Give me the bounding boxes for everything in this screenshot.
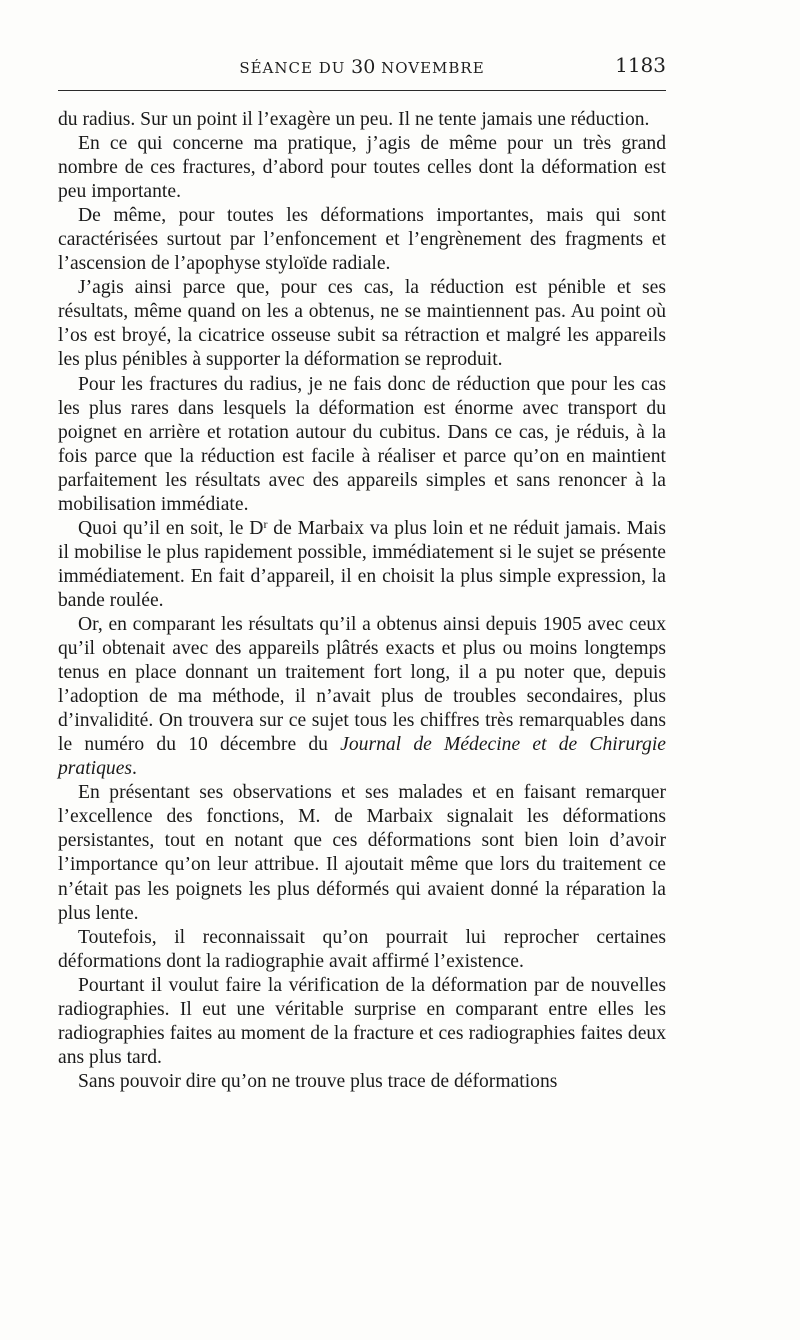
paragraph-10: Pourtant il voulut faire la vérification de la déformation par de nouvelles radiographies. Il eut une véritable surprise en comparant entre elles les radiographies faites au moment de la fracture et ces radiographies faites deux ans plus tard.	[58, 974, 666, 1068]
running-title	[58, 56, 666, 78]
paragraph-6-start: Quoi qu’il en soit, le D	[78, 517, 264, 539]
doctor-superscript: r	[263, 516, 268, 531]
paragraph-7	[58, 613, 666, 781]
paragraph-3: De même, pour toutes les déformations importantes, mais qui sont caractérisées surtout par l’enfoncement et l’engrènement des fragments et l’ascension de l’apophyse styloïde radiale.	[58, 205, 666, 275]
running-title-prefix: SÉANCE DU	[239, 59, 352, 77]
paragraph-11: Sans pouvoir dire qu’on ne trouve plus trace de déformations	[78, 1070, 558, 1092]
paragraph-5: Pour les fractures du radius, je ne fais donc de réduction que pour les cas les plus rares dans lesquels la déformation est énorme avec transport du poignet en arrière et rotation autour du cubitus. Dans ce cas, je réduis, à la fois parce que la réduction est facile à réaliser et parce qu’on en maintient parfaitement les résultats avec des appareils simples et sans renoncer à la mobilisation immédiate.	[58, 373, 666, 515]
journal-title: Journal de Médecine et de Chirurgie pratiques	[58, 734, 666, 780]
paragraph-7-start: Or, en comparant les résultats qu’il a obtenus ainsi depuis 1905 avec ceux qu’il obtenait avec des appareils plâtrés exacts et plus ou moins longtemps tenus en place donnant un traitement fort long, il a pu noter que, depuis l’adoption de ma méthode, il n’avait plus de troubles secondaires, plus d’invalidité. On trouvera sur ce sujet tous les chiffres très remarquables dans le numéro du 10 décembre du	[58, 613, 666, 756]
paragraph-4: J’agis ainsi parce que, pour ces cas, la réduction est pénible et ses résultats, même quand on les a obtenus, ne se maintiennent pas. Au point où l’os est broyé, la cicatrice osseuse subit sa rétraction et malgré les appareils les plus pénibles à supporter la déformation se reproduit.	[58, 277, 666, 371]
paragraph-1: du radius. Sur un point il l’exagère un peu. Il ne tente jamais une réduction.	[58, 109, 650, 130]
page-number: 1183	[615, 53, 666, 77]
header-rule	[58, 90, 666, 91]
paragraph-8: En présentant ses observations et ses malades et en faisant remarquer l’excellence des fonctions, M. de Marbaix signalait les déformations persistantes, tout en notant que ces déformations sont bien loin d’avoir l’importance qu’on leur attribue. Il ajoutait même que lors du traitement ce n’était pas les poignets les plus déformés qui avaient donné la réparation la plus lente.	[58, 782, 666, 924]
running-title-suffix: NOVEMBRE	[375, 59, 485, 77]
paragraph-6-end: de Marbaix va plus loin et ne réduit jamais. Mais il mobilise le plus rapidement possible, immédiatement si le sujet se présente immédiatement. En fait d’appareil, il en choisit la plus simple expression, la bande roulée.	[58, 517, 666, 611]
paragraph-2: En ce qui concerne ma pratique, j’agis de même pour un très grand nombre de ces fractures, d’abord pour toutes celles dont la déformation est peu importante.	[58, 133, 666, 203]
paragraph-6	[58, 517, 666, 613]
running-head	[58, 52, 666, 86]
paragraph-7-end: .	[132, 758, 137, 780]
running-title-day: 30	[351, 56, 376, 78]
paragraph-9: Toutefois, il reconnaissait qu’on pourrait lui reprocher certaines déformations dont la radiographie avait affirmé l’existence.	[58, 926, 666, 972]
body-text	[58, 108, 666, 1094]
